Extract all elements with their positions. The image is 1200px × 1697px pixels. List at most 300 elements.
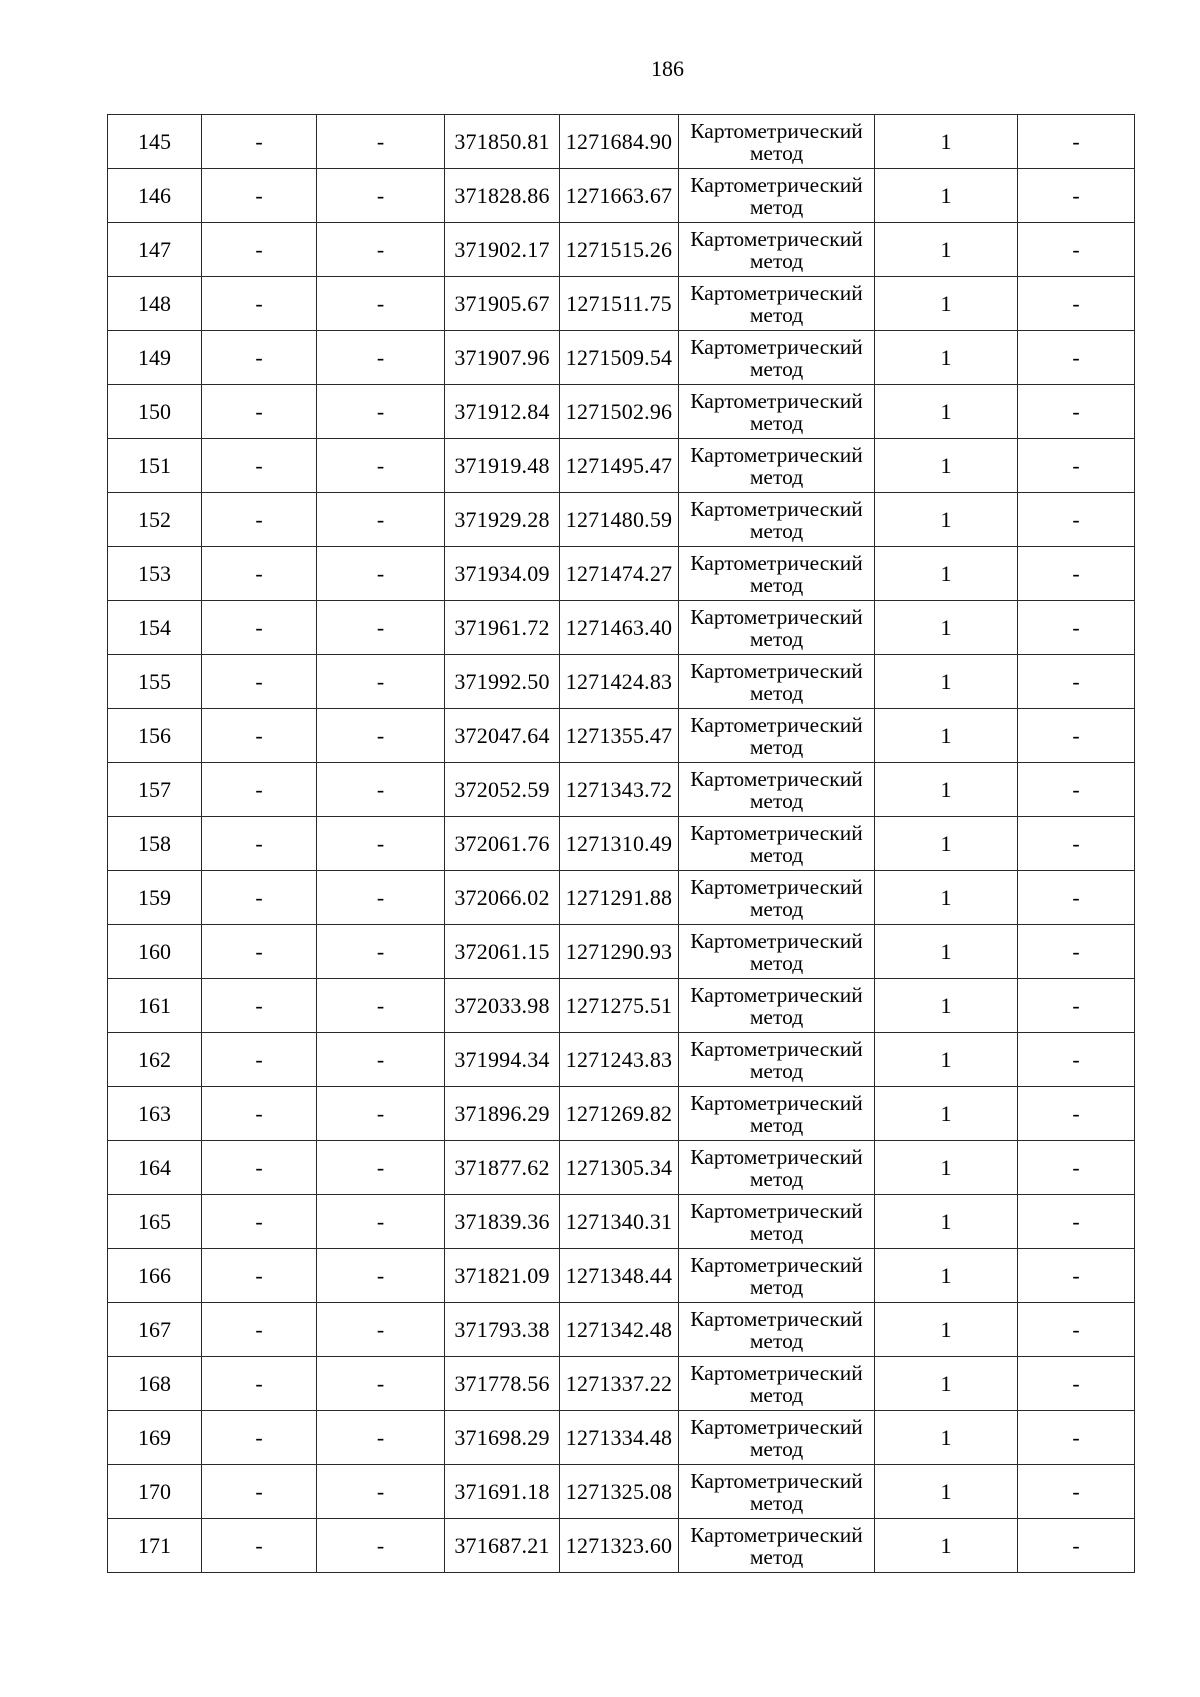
empty-dash-cell: -	[317, 601, 445, 655]
method-line-2: метод	[749, 1544, 804, 1569]
method-line-2: метод	[749, 950, 804, 975]
y-coordinate-cell: 1271310.49	[560, 817, 679, 871]
method-cell	[679, 1195, 875, 1249]
dash-cell: -	[1018, 1141, 1135, 1195]
table-row	[108, 871, 1135, 925]
method-line-1: Картометрический	[690, 712, 863, 737]
method-line-2: метод	[749, 788, 804, 813]
empty-dash-cell: -	[317, 709, 445, 763]
y-coordinate-cell: 1271343.72	[560, 763, 679, 817]
dash-cell: -	[1018, 763, 1135, 817]
table-row	[108, 493, 1135, 547]
table-row	[108, 1357, 1135, 1411]
empty-dash-cell: -	[202, 1303, 317, 1357]
method-line-2: метод	[749, 140, 804, 165]
table-row	[108, 223, 1135, 277]
point-number-cell: 163	[108, 1087, 202, 1141]
method-line-1: Картометрический	[690, 1036, 863, 1061]
x-coordinate-cell: 372047.64	[445, 709, 560, 763]
x-coordinate-cell: 371992.50	[445, 655, 560, 709]
dash-cell: -	[1018, 1303, 1135, 1357]
table-row	[108, 1411, 1135, 1465]
method-line-2: метод	[749, 194, 804, 219]
dash-cell: -	[1018, 1357, 1135, 1411]
dash-cell: -	[1018, 493, 1135, 547]
empty-dash-cell: -	[202, 1519, 317, 1573]
empty-dash-cell: -	[317, 655, 445, 709]
accuracy-cell: 1	[875, 277, 1018, 331]
method-line-1: Картометрический	[690, 280, 863, 305]
method-line-2: метод	[749, 1166, 804, 1191]
method-line-1: Картометрический	[690, 1468, 863, 1493]
table-row	[108, 331, 1135, 385]
empty-dash-cell: -	[202, 115, 317, 169]
empty-dash-cell: -	[317, 1303, 445, 1357]
empty-dash-cell: -	[202, 1033, 317, 1087]
y-coordinate-cell: 1271463.40	[560, 601, 679, 655]
dash-cell: -	[1018, 601, 1135, 655]
empty-dash-cell: -	[317, 1195, 445, 1249]
method-line-1: Картометрический	[690, 1198, 863, 1223]
dash-cell: -	[1018, 277, 1135, 331]
empty-dash-cell: -	[317, 1141, 445, 1195]
point-number-cell: 169	[108, 1411, 202, 1465]
table-row	[108, 979, 1135, 1033]
empty-dash-cell: -	[317, 1465, 445, 1519]
point-number-cell: 158	[108, 817, 202, 871]
empty-dash-cell: -	[317, 979, 445, 1033]
dash-cell: -	[1018, 223, 1135, 277]
accuracy-cell: 1	[875, 439, 1018, 493]
point-number-cell: 148	[108, 277, 202, 331]
y-coordinate-cell: 1271337.22	[560, 1357, 679, 1411]
accuracy-cell: 1	[875, 817, 1018, 871]
accuracy-cell: 1	[875, 547, 1018, 601]
point-number-cell: 162	[108, 1033, 202, 1087]
table-row	[108, 601, 1135, 655]
empty-dash-cell: -	[317, 763, 445, 817]
method-cell	[679, 547, 875, 601]
method-line-2: метод	[749, 356, 804, 381]
empty-dash-cell: -	[317, 115, 445, 169]
y-coordinate-cell: 1271424.83	[560, 655, 679, 709]
accuracy-cell: 1	[875, 1519, 1018, 1573]
x-coordinate-cell: 371905.67	[445, 277, 560, 331]
x-coordinate-cell: 371698.29	[445, 1411, 560, 1465]
x-coordinate-cell: 372061.76	[445, 817, 560, 871]
point-number-cell: 145	[108, 115, 202, 169]
dash-cell: -	[1018, 331, 1135, 385]
accuracy-cell: 1	[875, 709, 1018, 763]
method-line-1: Картометрический	[690, 334, 863, 359]
y-coordinate-cell: 1271305.34	[560, 1141, 679, 1195]
x-coordinate-cell: 371691.18	[445, 1465, 560, 1519]
empty-dash-cell: -	[202, 925, 317, 979]
method-line-2: метод	[749, 1328, 804, 1353]
table-row	[108, 763, 1135, 817]
method-cell	[679, 277, 875, 331]
accuracy-cell: 1	[875, 1411, 1018, 1465]
empty-dash-cell: -	[317, 1087, 445, 1141]
method-cell	[679, 1519, 875, 1573]
empty-dash-cell: -	[202, 439, 317, 493]
method-line-1: Картометрический	[690, 1252, 863, 1277]
empty-dash-cell: -	[317, 169, 445, 223]
method-line-1: Картометрический	[690, 388, 863, 413]
x-coordinate-cell: 372066.02	[445, 871, 560, 925]
empty-dash-cell: -	[317, 1357, 445, 1411]
accuracy-cell: 1	[875, 1249, 1018, 1303]
table-row	[108, 439, 1135, 493]
empty-dash-cell: -	[202, 1411, 317, 1465]
y-coordinate-cell: 1271290.93	[560, 925, 679, 979]
point-number-cell: 151	[108, 439, 202, 493]
method-line-1: Картометрический	[690, 1522, 863, 1547]
method-line-1: Картометрический	[690, 982, 863, 1007]
accuracy-cell: 1	[875, 385, 1018, 439]
x-coordinate-cell: 371828.86	[445, 169, 560, 223]
table-row	[108, 385, 1135, 439]
empty-dash-cell: -	[317, 925, 445, 979]
dash-cell: -	[1018, 1087, 1135, 1141]
point-number-cell: 156	[108, 709, 202, 763]
table-row	[108, 1465, 1135, 1519]
accuracy-cell: 1	[875, 1303, 1018, 1357]
method-line-1: Картометрический	[690, 118, 863, 143]
table-row	[108, 547, 1135, 601]
table-row	[108, 1195, 1135, 1249]
method-line-1: Картометрический	[690, 604, 863, 629]
y-coordinate-cell: 1271495.47	[560, 439, 679, 493]
method-cell	[679, 1411, 875, 1465]
accuracy-cell: 1	[875, 1465, 1018, 1519]
page-number: 186	[651, 56, 684, 81]
empty-dash-cell: -	[317, 493, 445, 547]
method-line-2: метод	[749, 1490, 804, 1515]
empty-dash-cell: -	[202, 277, 317, 331]
empty-dash-cell: -	[202, 1357, 317, 1411]
accuracy-cell: 1	[875, 1033, 1018, 1087]
point-number-cell: 150	[108, 385, 202, 439]
accuracy-cell: 1	[875, 601, 1018, 655]
method-line-2: метод	[749, 734, 804, 759]
x-coordinate-cell: 371994.34	[445, 1033, 560, 1087]
dash-cell: -	[1018, 1195, 1135, 1249]
accuracy-cell: 1	[875, 871, 1018, 925]
y-coordinate-cell: 1271334.48	[560, 1411, 679, 1465]
method-line-1: Картометрический	[690, 1144, 863, 1169]
method-cell	[679, 493, 875, 547]
method-line-1: Картометрический	[690, 226, 863, 251]
method-line-2: метод	[749, 1274, 804, 1299]
dash-cell: -	[1018, 979, 1135, 1033]
x-coordinate-cell: 371907.96	[445, 331, 560, 385]
method-cell	[679, 709, 875, 763]
point-number-cell: 167	[108, 1303, 202, 1357]
method-line-2: метод	[749, 1436, 804, 1461]
point-number-cell: 165	[108, 1195, 202, 1249]
table-row	[108, 1303, 1135, 1357]
method-cell	[679, 979, 875, 1033]
empty-dash-cell: -	[317, 331, 445, 385]
empty-dash-cell: -	[202, 817, 317, 871]
method-line-2: метод	[749, 680, 804, 705]
dash-cell: -	[1018, 871, 1135, 925]
dash-cell: -	[1018, 1033, 1135, 1087]
empty-dash-cell: -	[202, 871, 317, 925]
method-cell	[679, 223, 875, 277]
dash-cell: -	[1018, 547, 1135, 601]
empty-dash-cell: -	[202, 1195, 317, 1249]
table-row	[108, 169, 1135, 223]
point-number-cell: 149	[108, 331, 202, 385]
dash-cell: -	[1018, 655, 1135, 709]
dash-cell: -	[1018, 817, 1135, 871]
dash-cell: -	[1018, 1411, 1135, 1465]
table-row	[108, 1141, 1135, 1195]
empty-dash-cell: -	[202, 1249, 317, 1303]
method-line-1: Картометрический	[690, 766, 863, 791]
accuracy-cell: 1	[875, 169, 1018, 223]
point-number-cell: 157	[108, 763, 202, 817]
dash-cell: -	[1018, 1519, 1135, 1573]
method-cell	[679, 925, 875, 979]
table-row	[108, 1249, 1135, 1303]
point-number-cell: 153	[108, 547, 202, 601]
empty-dash-cell: -	[202, 601, 317, 655]
method-line-2: метод	[749, 1382, 804, 1407]
dash-cell: -	[1018, 1465, 1135, 1519]
x-coordinate-cell: 372061.15	[445, 925, 560, 979]
method-cell	[679, 115, 875, 169]
empty-dash-cell: -	[317, 439, 445, 493]
x-coordinate-cell: 371961.72	[445, 601, 560, 655]
method-line-1: Картометрический	[690, 1360, 863, 1385]
empty-dash-cell: -	[317, 817, 445, 871]
x-coordinate-cell: 372052.59	[445, 763, 560, 817]
x-coordinate-cell: 371778.56	[445, 1357, 560, 1411]
point-number-cell: 152	[108, 493, 202, 547]
x-coordinate-cell: 371821.09	[445, 1249, 560, 1303]
accuracy-cell: 1	[875, 1195, 1018, 1249]
table-row	[108, 1519, 1135, 1573]
y-coordinate-cell: 1271474.27	[560, 547, 679, 601]
accuracy-cell: 1	[875, 493, 1018, 547]
method-cell	[679, 1087, 875, 1141]
method-line-1: Картометрический	[690, 658, 863, 683]
x-coordinate-cell: 371896.29	[445, 1087, 560, 1141]
y-coordinate-cell: 1271348.44	[560, 1249, 679, 1303]
y-coordinate-cell: 1271355.47	[560, 709, 679, 763]
table-body	[108, 115, 1135, 1573]
accuracy-cell: 1	[875, 925, 1018, 979]
method-cell	[679, 1141, 875, 1195]
y-coordinate-cell: 1271515.26	[560, 223, 679, 277]
method-line-2: метод	[749, 842, 804, 867]
x-coordinate-cell: 371902.17	[445, 223, 560, 277]
empty-dash-cell: -	[202, 223, 317, 277]
x-coordinate-cell: 371877.62	[445, 1141, 560, 1195]
method-cell	[679, 1357, 875, 1411]
table-row	[108, 277, 1135, 331]
method-cell	[679, 1465, 875, 1519]
accuracy-cell: 1	[875, 979, 1018, 1033]
table-row	[108, 709, 1135, 763]
empty-dash-cell: -	[317, 547, 445, 601]
y-coordinate-cell: 1271502.96	[560, 385, 679, 439]
method-cell	[679, 1303, 875, 1357]
accuracy-cell: 1	[875, 223, 1018, 277]
point-number-cell: 155	[108, 655, 202, 709]
accuracy-cell: 1	[875, 763, 1018, 817]
method-line-1: Картометрический	[690, 1414, 863, 1439]
y-coordinate-cell: 1271269.82	[560, 1087, 679, 1141]
method-line-1: Картометрический	[690, 928, 863, 953]
empty-dash-cell: -	[202, 1141, 317, 1195]
table-row	[108, 1087, 1135, 1141]
y-coordinate-cell: 1271325.08	[560, 1465, 679, 1519]
method-line-1: Картометрический	[690, 550, 863, 575]
method-line-2: метод	[749, 896, 804, 921]
x-coordinate-cell: 371850.81	[445, 115, 560, 169]
method-cell	[679, 1033, 875, 1087]
method-cell	[679, 385, 875, 439]
method-cell	[679, 763, 875, 817]
x-coordinate-cell: 371929.28	[445, 493, 560, 547]
x-coordinate-cell: 371934.09	[445, 547, 560, 601]
method-line-2: метод	[749, 1220, 804, 1245]
method-line-2: метод	[749, 302, 804, 327]
empty-dash-cell: -	[317, 1249, 445, 1303]
empty-dash-cell: -	[317, 1519, 445, 1573]
empty-dash-cell: -	[202, 331, 317, 385]
method-cell	[679, 169, 875, 223]
accuracy-cell: 1	[875, 1141, 1018, 1195]
point-number-cell: 160	[108, 925, 202, 979]
method-line-1: Картометрический	[690, 442, 863, 467]
coordinates-table	[107, 114, 1135, 1573]
x-coordinate-cell: 372033.98	[445, 979, 560, 1033]
method-line-1: Картометрический	[690, 820, 863, 845]
point-number-cell: 161	[108, 979, 202, 1033]
x-coordinate-cell: 371687.21	[445, 1519, 560, 1573]
method-line-2: метод	[749, 626, 804, 651]
y-coordinate-cell: 1271323.60	[560, 1519, 679, 1573]
method-line-2: метод	[749, 1058, 804, 1083]
accuracy-cell: 1	[875, 331, 1018, 385]
table-row	[108, 925, 1135, 979]
dash-cell: -	[1018, 709, 1135, 763]
empty-dash-cell: -	[202, 763, 317, 817]
method-line-2: метод	[749, 410, 804, 435]
point-number-cell: 164	[108, 1141, 202, 1195]
point-number-cell: 146	[108, 169, 202, 223]
point-number-cell: 147	[108, 223, 202, 277]
empty-dash-cell: -	[317, 1033, 445, 1087]
method-cell	[679, 871, 875, 925]
empty-dash-cell: -	[317, 871, 445, 925]
x-coordinate-cell: 371793.38	[445, 1303, 560, 1357]
empty-dash-cell: -	[202, 709, 317, 763]
table-row	[108, 115, 1135, 169]
empty-dash-cell: -	[317, 277, 445, 331]
y-coordinate-cell: 1271684.90	[560, 115, 679, 169]
accuracy-cell: 1	[875, 115, 1018, 169]
method-line-1: Картометрический	[690, 172, 863, 197]
empty-dash-cell: -	[202, 385, 317, 439]
method-cell	[679, 1249, 875, 1303]
empty-dash-cell: -	[202, 493, 317, 547]
y-coordinate-cell: 1271340.31	[560, 1195, 679, 1249]
y-coordinate-cell: 1271663.67	[560, 169, 679, 223]
empty-dash-cell: -	[202, 979, 317, 1033]
empty-dash-cell: -	[202, 169, 317, 223]
table-row	[108, 655, 1135, 709]
y-coordinate-cell: 1271509.54	[560, 331, 679, 385]
dash-cell: -	[1018, 385, 1135, 439]
method-line-2: метод	[749, 1112, 804, 1137]
table-row	[108, 817, 1135, 871]
method-line-1: Картометрический	[690, 1306, 863, 1331]
method-cell	[679, 601, 875, 655]
point-number-cell: 159	[108, 871, 202, 925]
dash-cell: -	[1018, 115, 1135, 169]
table-row	[108, 1033, 1135, 1087]
method-line-2: метод	[749, 1004, 804, 1029]
empty-dash-cell: -	[202, 547, 317, 601]
method-line-2: метод	[749, 248, 804, 273]
method-line-1: Картометрический	[690, 874, 863, 899]
empty-dash-cell: -	[317, 385, 445, 439]
dash-cell: -	[1018, 439, 1135, 493]
method-line-2: метод	[749, 518, 804, 543]
y-coordinate-cell: 1271480.59	[560, 493, 679, 547]
empty-dash-cell: -	[202, 1087, 317, 1141]
accuracy-cell: 1	[875, 1357, 1018, 1411]
x-coordinate-cell: 371919.48	[445, 439, 560, 493]
point-number-cell: 166	[108, 1249, 202, 1303]
method-cell	[679, 331, 875, 385]
accuracy-cell: 1	[875, 1087, 1018, 1141]
method-line-2: метод	[749, 464, 804, 489]
point-number-cell: 170	[108, 1465, 202, 1519]
empty-dash-cell: -	[317, 1411, 445, 1465]
y-coordinate-cell: 1271275.51	[560, 979, 679, 1033]
method-line-1: Картометрический	[690, 496, 863, 521]
y-coordinate-cell: 1271243.83	[560, 1033, 679, 1087]
y-coordinate-cell: 1271291.88	[560, 871, 679, 925]
empty-dash-cell: -	[202, 1465, 317, 1519]
empty-dash-cell: -	[202, 655, 317, 709]
dash-cell: -	[1018, 1249, 1135, 1303]
point-number-cell: 171	[108, 1519, 202, 1573]
point-number-cell: 154	[108, 601, 202, 655]
dash-cell: -	[1018, 925, 1135, 979]
empty-dash-cell: -	[317, 223, 445, 277]
method-cell	[679, 655, 875, 709]
method-cell	[679, 439, 875, 493]
accuracy-cell: 1	[875, 655, 1018, 709]
x-coordinate-cell: 371839.36	[445, 1195, 560, 1249]
method-line-1: Картометрический	[690, 1090, 863, 1115]
x-coordinate-cell: 371912.84	[445, 385, 560, 439]
method-line-2: метод	[749, 572, 804, 597]
dash-cell: -	[1018, 169, 1135, 223]
point-number-cell: 168	[108, 1357, 202, 1411]
y-coordinate-cell: 1271342.48	[560, 1303, 679, 1357]
y-coordinate-cell: 1271511.75	[560, 277, 679, 331]
method-cell	[679, 817, 875, 871]
